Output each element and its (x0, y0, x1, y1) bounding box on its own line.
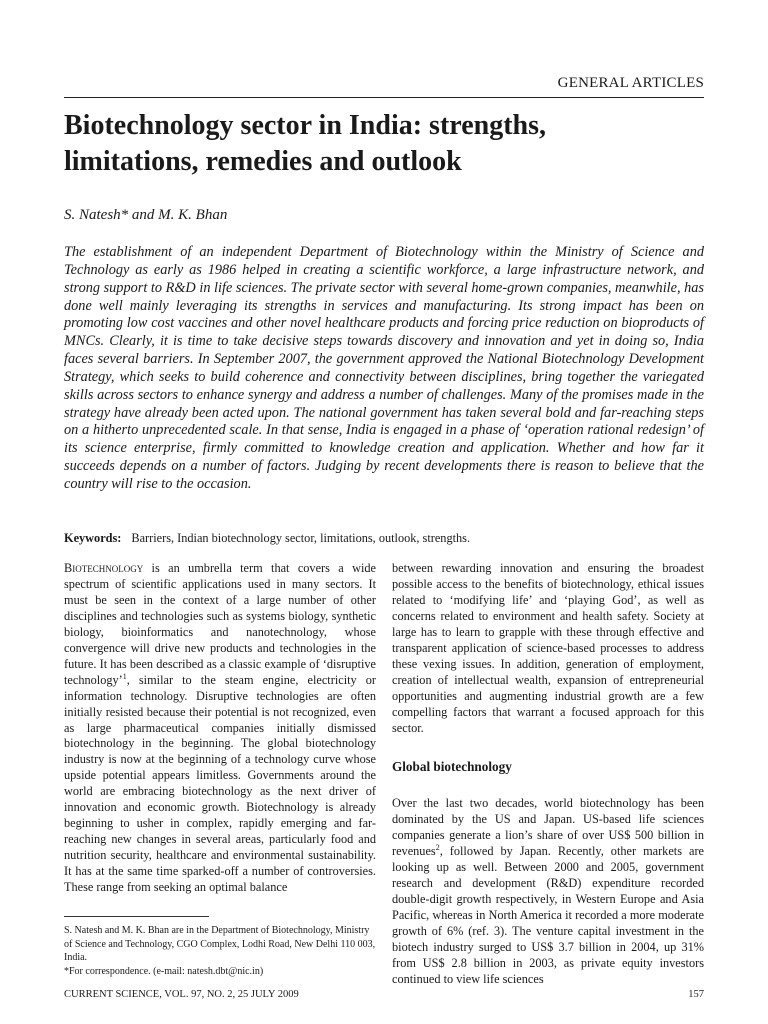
intro-text-a: is an umbrella term that covers a wide spectrum of scientific applications used in many sectors. It must be seen in the context of a large number of other disciplines and technologies such as systems biology, synthetic biology, bioinformatics and nanotechnology, whose convergence will drive new products and technologies in the future. It has been described as a classic example of ‘disruptive technology’ (64, 561, 376, 687)
footnote-rule (64, 916, 209, 917)
footnote-correspondence: *For correspondence. (e-mail: natesh.dbt@nic.in) (64, 965, 264, 977)
keywords-label: Keywords: (64, 531, 122, 545)
keywords-list: Barriers, Indian biotechnology sector, limitations, outlook, strengths. (131, 531, 471, 545)
body-paragraph-global (392, 796, 704, 987)
citation-ref-2: 2 (435, 843, 440, 853)
body-paragraph-intro-continued (392, 561, 704, 736)
title-line-1: Biotechnology sector in India: strengths, (64, 110, 546, 141)
section-heading-global-biotechnology: Global biotechnology (392, 759, 512, 775)
global-text-b: , followed by Japan. Recently, other markets are looking up as well. Between 2000 and 2005, government research and development (R&D) expenditure recorded double-digit growth respectively, in Western Europe and Asia Pacific, whereas in North America it recorded a more moderate growth of 6% (ref. 3). The venture capital investment in the biotech industry surged to US$ 3.7 billion in 2004, up 31% from US$ 2.8 billion in 2003, as private equity investors continued to view life sciences (392, 844, 704, 986)
body-paragraph-intro (64, 561, 376, 896)
intro-text-b: , similar to the steam engine, electricity or information technology. Disruptive technologies are often initially resisted because their potential is not recognized, even as large pharmaceutical companies initially dismissed biotechnology in the beginning. The global biotechnology industry is now at the beginning of a technology curve whose upside potential appears limitless. Governments around the world are embracing biotechnology as the next driver of innovation and economic growth. Biotechnology is already beginning to usher in complex, rapidly emerging and far-reaching new changes in several areas, particularly food and nutrition security, healthcare and environmental sustainability. It has at the same time sparked-off a number of controversies. These range from seeking an optimal balance (64, 672, 376, 895)
footer-journal: CURRENT SCIENCE, VOL. 97, NO. 2, 25 JULY 2009 (64, 989, 299, 1000)
authors: S. Natesh* and M. K. Bhan (64, 207, 228, 223)
title-line-2: limitations, remedies and outlook (64, 146, 462, 177)
body-column-left (64, 561, 376, 896)
page-number: 157 (688, 989, 704, 1000)
abstract: The establishment of an independent Department of Biotechnology within the Ministry of Science and Technology as early as 1986 helped in creating a scientific workforce, a large infrastructure network, and strong support to R&D in life sciences. The private sector with several home-grown companies, meanwhile, has done well mainly leveraging its strengths in services and manufacturing. Its strong impact has been on promoting low cost vaccines and other novel healthcare products and forcing price reduction on bioproducts of MNCs. Clearly, it is time to take decisive steps towards discovery and innovation and yet in doing so, India faces several barriers. In September 2007, the government approved the National Biotechnology Development Strategy, which seeks to build coherence and connectivity between disciplines, bring together the variegated skills across sectors to enhance synergy and address a number of challenges. Many of the promises made in the strategy have already been acted upon. The national government has taken several bold and far-reaching steps on a hitherto unprecedented scale. In that sense, India is engaged in a phase of ‘operation rational redesign’ of its science enterprise, firmly committed to knowledge creation and application. Whether and how far it succeeds depends on a number of factors. Judging by recent developments there is reason to believe that the country will rise to the occasion. (64, 244, 704, 492)
global-text-a: Over the last two decades, world biotechnology has been dominated by the US and Japan. US-based life sciences companies generate a lion’s share of over US$ 500 billion in revenues (392, 796, 704, 859)
intro-lead-word: Biotechnology (64, 561, 144, 575)
intro-text-continued: between rewarding innovation and ensuring the broadest possible access to the benefits of biotechnology, ethical issues related to ‘modifying life’ and ‘playing God’, as well as concerns related to environment and health safety. Society at large has to learn to grapple with these through effective and transparent application of science-based processes to address these vexing issues. In addition, generation of employment, creation of intellectual wealth, expansion of entrepreneurial opportunities and augmenting industrial growth are a few compelling factors that warrant a focused approach for this sector. (392, 561, 704, 735)
section-label: GENERAL ARTICLES (557, 75, 704, 91)
citation-ref-1: 1 (122, 671, 127, 681)
keywords (64, 531, 704, 546)
footnote (64, 924, 376, 978)
body-column-right (392, 561, 704, 988)
article-title (64, 108, 704, 180)
header-rule (64, 97, 704, 98)
footnote-affiliation: S. Natesh and M. K. Bhan are in the Department of Biotechnology, Ministry of Science and Technology, CGO Complex, Lodhi Road, New Delhi 110 003, India. (64, 925, 376, 964)
